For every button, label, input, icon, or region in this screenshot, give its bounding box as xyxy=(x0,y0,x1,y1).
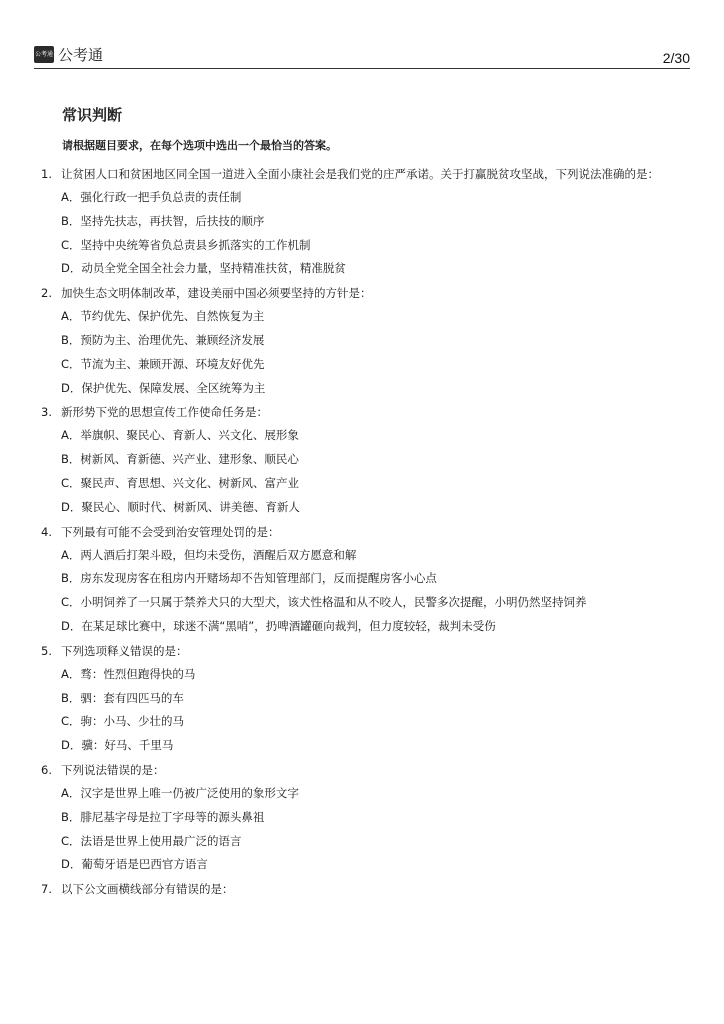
instruction-text: 请根据题目要求，在每个选项中选出一个最恰当的答案。 xyxy=(62,139,337,152)
answer-option: B．房东发现房客在租房内开赌场却不告知管理部门，反而提醒房客小心点 xyxy=(61,571,437,586)
question-item xyxy=(0,877,724,901)
question-stem xyxy=(0,877,724,901)
question-item xyxy=(0,281,724,400)
question-text: 让贫困人口和贫困地区同全国一道进入全面小康社会是我们党的庄严承诺。关于打赢脱贫攻坚战，下列说法准确的是： xyxy=(61,167,659,181)
question-stem xyxy=(0,639,724,663)
question-item xyxy=(0,400,724,519)
answer-option: A．强化行政一把手负总责的责任制 xyxy=(61,190,242,204)
question-list xyxy=(0,162,724,901)
answer-option: B．树新风、育新德、兴产业、建形象、顺民心 xyxy=(61,452,299,467)
answer-option: C．驹：小马、少壮的马 xyxy=(61,714,185,729)
answer-option: B．预防为主、治理优先、兼顾经济发展 xyxy=(61,332,265,347)
page-header xyxy=(34,40,690,69)
answer-option: B．驷：套有四匹马的车 xyxy=(61,690,184,705)
answer-option: C．节流为主、兼顾开源、环境友好优先 xyxy=(61,356,265,371)
question-number: 1. xyxy=(41,167,52,181)
answer-option: A．两人酒后打架斗殴，但均未受伤，酒醒后双方愿意和解 xyxy=(61,547,357,562)
question-number: 2. xyxy=(41,286,52,301)
question-item xyxy=(0,162,724,281)
answer-option: A．汉字是世界上唯一仍被广泛使用的象形文字 xyxy=(61,785,299,800)
answer-option: A．节约优先、保护优先、自然恢复为主 xyxy=(61,309,265,324)
question-stem xyxy=(0,400,724,424)
question-stem xyxy=(0,758,724,782)
question-item xyxy=(0,639,724,758)
question-number: 7. xyxy=(41,882,52,897)
question-text: 加快生态文明体制改革，建设美丽中国必须要坚持的方针是： xyxy=(61,286,372,301)
logo-text: 公考通 xyxy=(58,46,104,64)
question-text: 新形势下党的思想宣传工作使命任务是： xyxy=(61,405,268,420)
answer-option: D．保护优先、保障发展、全区统筹为主 xyxy=(61,380,266,395)
answer-option: A．骛：性烈但跑得快的马 xyxy=(61,666,196,681)
logo xyxy=(34,44,103,65)
logo-badge: 公考通 xyxy=(34,46,54,63)
answer-option: B．坚持先扶志，再扶智，后扶技的顺序 xyxy=(61,213,265,228)
question-stem xyxy=(0,520,724,544)
question-stem xyxy=(0,281,724,305)
question-text: 下列说法错误的是： xyxy=(61,762,165,777)
answer-option: D．在某足球比赛中，球迷不满“黑哨”，扔啤酒罐砸向裁判，但力度较轻，裁判未受伤 xyxy=(61,618,496,633)
question-text: 下列选项释义错误的是： xyxy=(61,643,188,658)
answer-option: C．聚民声、育思想、兴文化、树新风、富产业 xyxy=(61,475,300,490)
answer-option: D．葡萄牙语是巴西官方语言 xyxy=(61,857,208,872)
answer-option: D．动员全党全国全社会力量，坚持精准扶贫，精准脱贫 xyxy=(61,261,346,276)
page-number: 2/30 xyxy=(662,50,690,66)
question-number: 3. xyxy=(41,405,52,420)
question-item xyxy=(0,758,724,877)
question-item xyxy=(0,520,724,639)
answer-option: D．骥：好马、千里马 xyxy=(61,738,174,753)
question-number: 5. xyxy=(41,643,52,658)
section-title: 常识判断 xyxy=(62,106,123,124)
question-text: 下列最有可能不会受到治安管理处罚的是： xyxy=(61,524,280,539)
answer-option: D．聚民心、顺时代、树新风、讲美德、育新人 xyxy=(61,499,300,514)
question-stem xyxy=(0,162,724,186)
answer-option: B．腓尼基字母是拉丁字母等的源头鼻祖 xyxy=(61,809,265,824)
answer-option: C．法语是世界上使用最广泛的语言 xyxy=(61,833,242,848)
question-number: 6. xyxy=(41,762,52,777)
answer-option: A．举旗帜、聚民心、育新人、兴文化、展形象 xyxy=(61,428,299,443)
question-text: 以下公文画横线部分有错误的是： xyxy=(61,882,234,897)
question-number: 4. xyxy=(41,524,52,539)
answer-option: C．坚持中央统筹省负总责县乡抓落实的工作机制 xyxy=(61,237,311,252)
answer-option: C．小明饲养了一只属于禁养犬只的大型犬，该犬性格温和从不咬人，民警多次提醒，小明仍然坚持饲养 xyxy=(61,595,587,610)
